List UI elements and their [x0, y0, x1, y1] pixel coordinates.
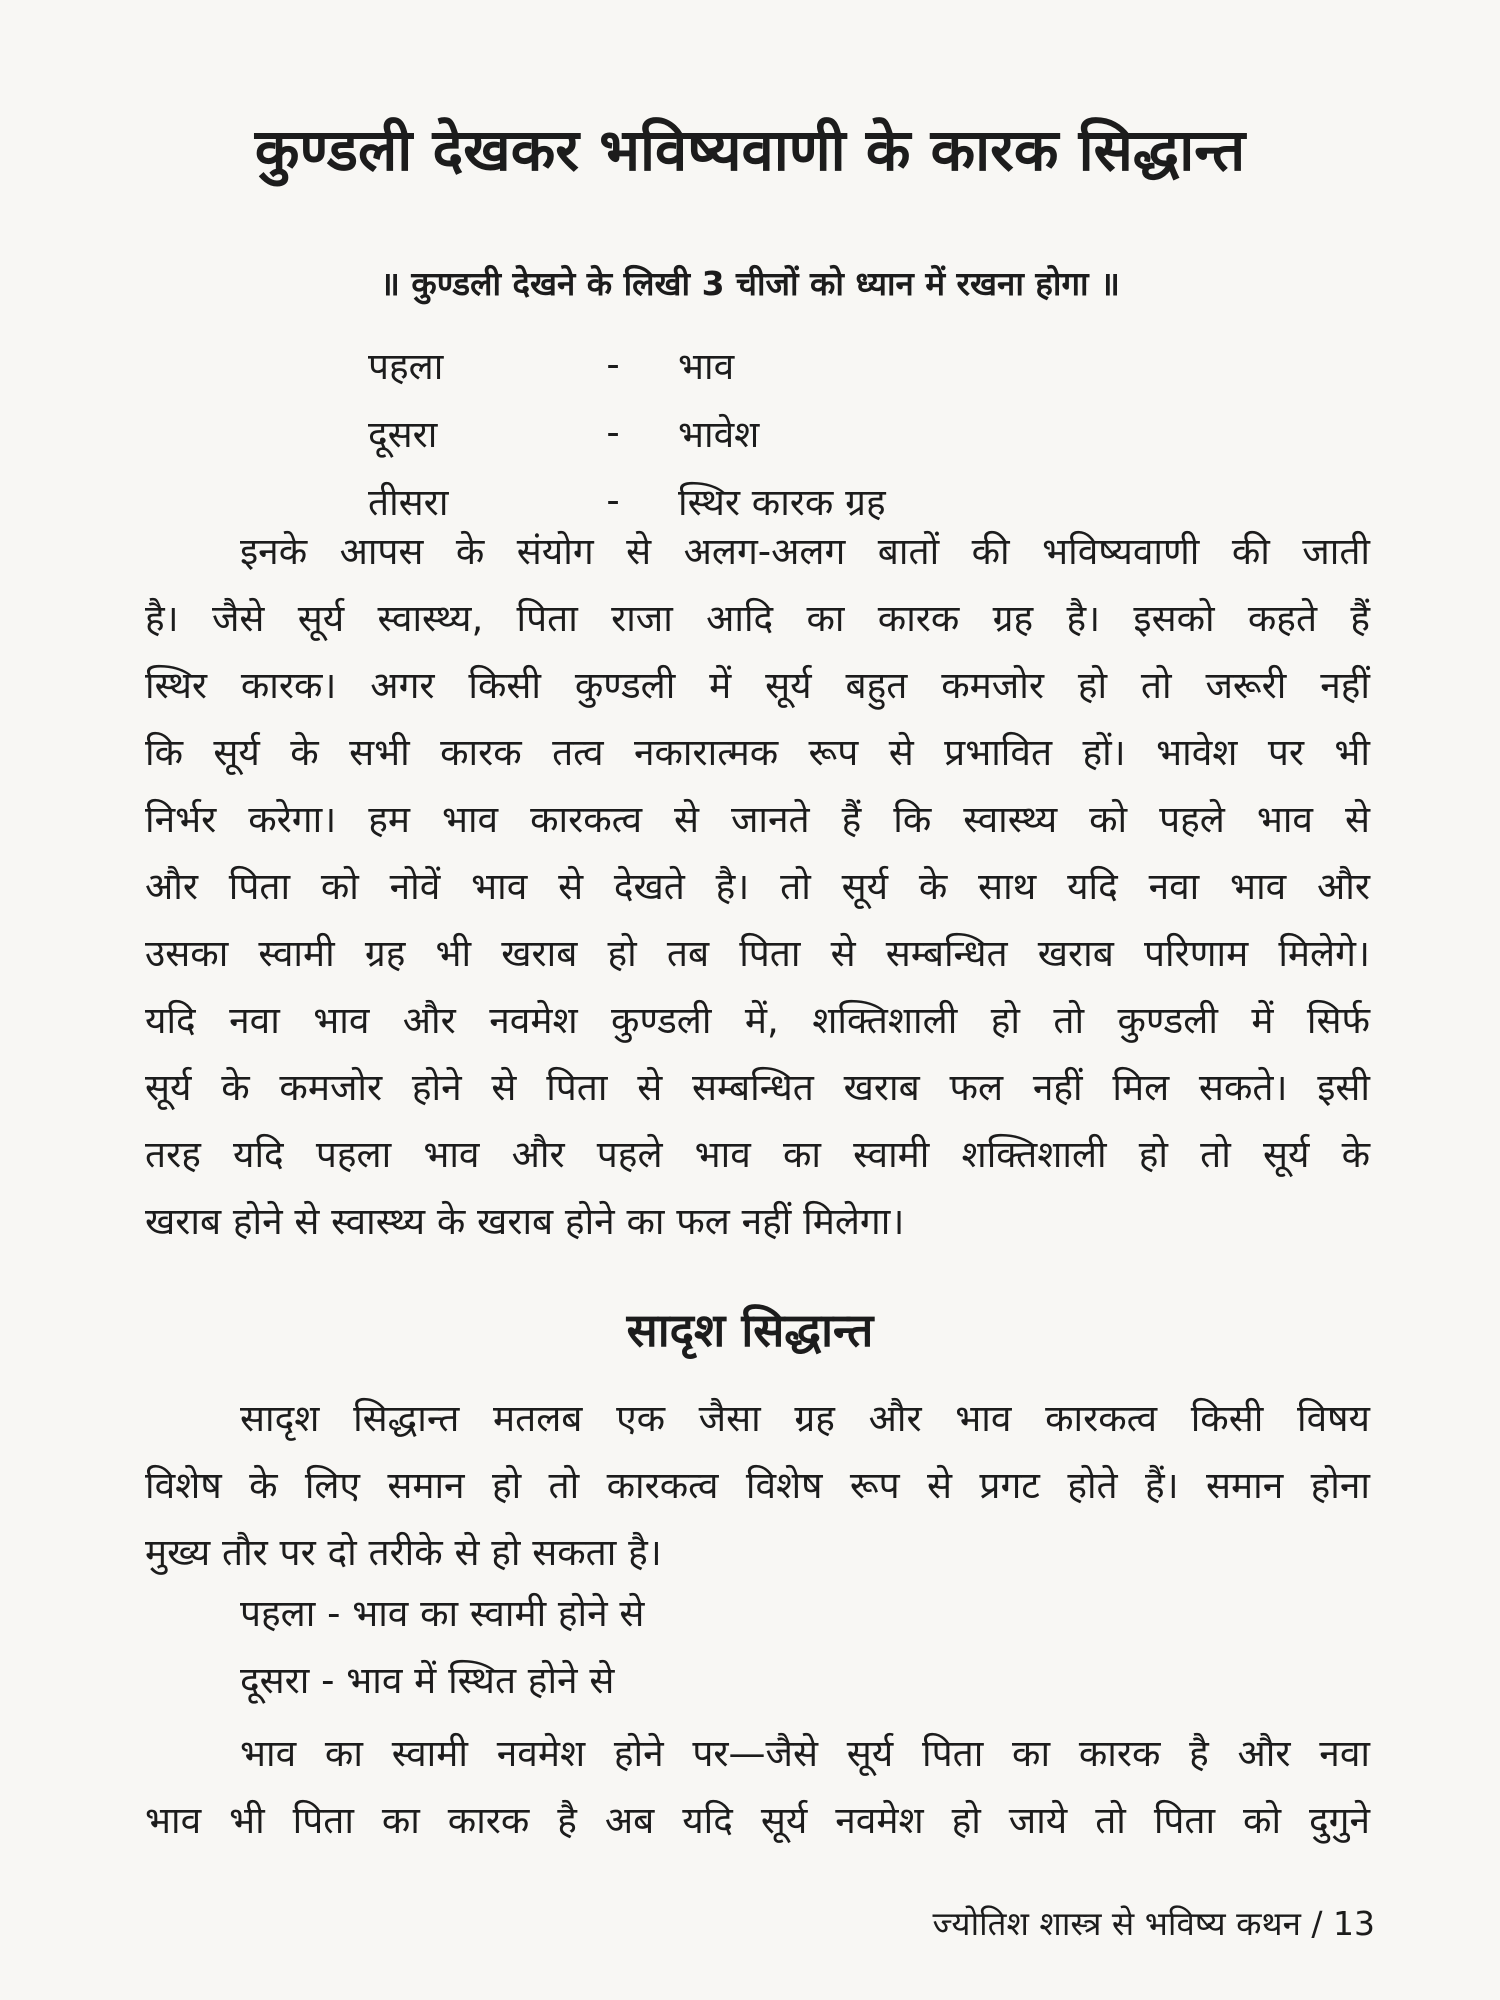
list-item: [368, 398, 1168, 466]
list-ordinal: दूसरा: [368, 412, 438, 456]
page-footer: ज्योतिश शास्त्र से भविष्य कथन / 13: [932, 1904, 1375, 1943]
paragraph-line: निर्भर करेगा। हम भाव कारकत्व से जानते हैं कि स्वास्थ्य को पहले भाव से: [145, 798, 1370, 841]
section-title: सादृश सिद्धान्त: [626, 1303, 874, 1357]
paragraph-line: विशेष के लिए समान हो तो कारकत्व विशेष रूप से प्रगट होते हैं। समान होना: [145, 1464, 1370, 1507]
paragraph-line: सादृश सिद्धान्त मतलब एक जैसा ग्रह और भाव कारकत्व किसी विषय: [240, 1397, 1370, 1440]
paragraph-line: इनके आपस के संयोग से अलग-अलग बातों की भविष्यवाणी की जाती: [240, 530, 1370, 573]
list-value: भाव: [678, 344, 735, 388]
page-title: कुण्डली देखकर भविष्यवाणी के कारक सिद्धान्त: [254, 116, 1246, 184]
list-value: स्थिर कारक ग्रह: [678, 480, 886, 524]
list-ordinal: तीसरा: [368, 480, 449, 524]
paragraph-line: सूर्य के कमजोर होने से पिता से सम्बन्धित खराब फल नहीं मिल सकते। इसी: [145, 1066, 1370, 1109]
paragraph-line: स्थिर कारक। अगर किसी कुण्डली में सूर्य बहुत कमजोर हो तो जरूरी नहीं: [145, 664, 1370, 707]
paragraph-line: खराब होने से स्वास्थ्य के खराब होने का फल नहीं मिलेगा।: [145, 1200, 905, 1243]
list-item: [368, 330, 1168, 398]
subheading: ॥ कुण्डली देखने के लिखी 3 चीजों को ध्यान में रखना होगा ॥: [380, 264, 1120, 303]
list-dash: -: [606, 478, 620, 522]
three-things-list: [368, 330, 1168, 534]
paragraph-line: उसका स्वामी ग्रह भी खराब हो तब पिता से सम्बन्धित खराब परिणाम मिलेगे।: [145, 932, 1370, 975]
list-dash: -: [606, 410, 620, 454]
paragraph-line: भाव का स्वामी नवमेश होने पर—जैसे सूर्य पिता का कारक है और नवा: [240, 1732, 1370, 1775]
paragraph-line: यदि नवा भाव और नवमेश कुण्डली में, शक्तिशाली हो तो कुण्डली में सिर्फ: [145, 999, 1370, 1042]
paragraph-karak: [145, 518, 1370, 1255]
paragraph-line: और पिता को नोवें भाव से देखते है। तो सूर्य के साथ यदि नवा भाव और: [145, 865, 1370, 908]
paragraph-line: तरह यदि पहला भाव और पहले भाव का स्वामी शक्तिशाली हो तो सूर्य के: [145, 1133, 1370, 1176]
paragraph-navmesh: [145, 1720, 1370, 1854]
point-second: दूसरा - भाव में स्थित होने से: [240, 1659, 615, 1702]
list-dash: -: [606, 342, 620, 386]
paragraph-line: है। जैसे सूर्य स्वास्थ्य, पिता राजा आदि का कारक ग्रह है। इसको कहते हैं: [145, 597, 1370, 640]
paragraph-sadrish: [145, 1385, 1370, 1586]
paragraph-line: मुख्य तौर पर दो तरीके से हो सकता है।: [145, 1531, 662, 1574]
list-ordinal: पहला: [368, 344, 444, 388]
point-first: पहला - भाव का स्वामी होने से: [240, 1592, 645, 1635]
paragraph-line: कि सूर्य के सभी कारक तत्व नकारात्मक रूप से प्रभावित हों। भावेश पर भी: [145, 731, 1370, 774]
list-value: भावेश: [678, 412, 760, 456]
paragraph-line: भाव भी पिता का कारक है अब यदि सूर्य नवमेश हो जाये तो पिता को दुगुने: [145, 1799, 1370, 1842]
